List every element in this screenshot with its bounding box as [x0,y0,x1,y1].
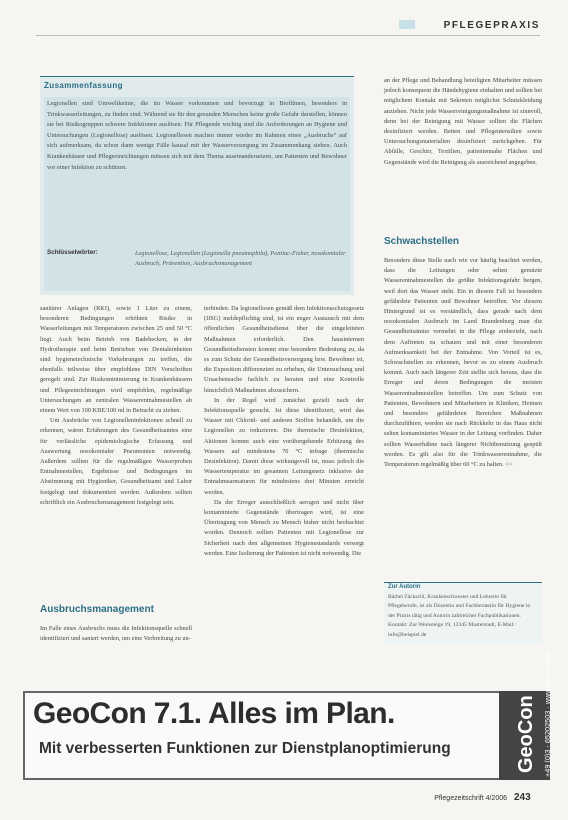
column-3-end [384,256,542,470]
col3-paragraph-1: an der Pflege und Behandlung beteiligten Mitarbeiter müssen jedoch konsequent die Händehygiene einhalten und sollten bei möglichem Kontakt mit Sekreten möglichst Schutzkleidung anziehen. Nicht jede Wasserreinigungsmaßnahme ist sinnvoll, denn bei der Reinigung mit Wasser sollten die Flächen desinfiziert werden. Betten und Pflegeutensilien sowie Untersuchungsmaterialien desinfiziert zurückgeben. Für Abfälle, Geschirr, Textilien, patientennahe Flächen und Gegenstände wird die Reinigung als ausreichend angegeben. [384,77,542,166]
col1-paragraph-2: Um Ausbrüche von Legionelleninfektionen schnell zu erkennen, wären Erfahrungen des Gesundheitsamtes eine für verlässliche epidemiologische Erfassung und Auswertung nosokomialer Pneumonien notwendig. Außerdem sollten für die regelmäßigen Wasserproben Entnahmestellen, Ergebnisse und Bedingungen im Abstimmung mit Hygieniker, Gesundheitsamt und Labor festgelegt und dokumentiert werden. Außerdem sollten schriftlich ein Ausbruchsmanagement festgelegt sein. [40,417,192,506]
column-1 [40,304,192,508]
advertisement[interactable] [23,652,552,780]
col3-paragraph-2: Besonders diese Stelle nach wie vor häufig beachtet werden, dass die Leitungen oder selten genutzte Wasserentnahmestellen die größte Infektionsgefahr bergen, weil dort das Wasser steht. Ein in diesem Fall ist besonders gefährdete Patienten und Bewohner betroffen. Vor diesem Hintergrund ist es verständlich, dass gerade nach dem nosokomialen Ausbruch im Land Brandenburg man die Gesundheitsämter vermehrt in die Pflege einbezieht, nach dem Auftreten zu schauen und mit einer besonderen Aufmerksamkeit bei der Entnahme. Von Vorteil ist es, Schwachstellen zu erkennen, bevor es zu einem Ausbruch kommt. Auch nach längerer Zeit stellte sich heraus, dass die Erreger und deren Bedingungen die meisten Wasserentnahmestellen betreffen. Um zum Schutz von Patienten, Bewohnern und Mitarbeitern in Kliniken, Heimen und besonders gefährdeten Bereichen Maßnahmen durchzuführen, werden sie nach Rückkehr in das Haus nicht selten kontaminiertes Wasser in der Leitung vorfinden. Daher sollten Wasserhähne nach längerer Nichtbenutzung gespült werden. Es gilt also für die Trinkwasserentnahme, die Temperaturen regelmäßig über 60 °C zu halten. << [384,257,542,469]
heading-ausbruchsmanagement: Ausbruchsmanagement [40,604,154,615]
col1-paragraph-1: sanitärer Anlagen (RKI), sowie 1 Liter zu einem, besonderen Bedingungen erhöhten Risiko in Wasserleitungen mit Temperaturen zwischen 25 und 50 °C liegt. Auch beim Betrieb von Badebecken, in der Hydrotherapie und beim Betrieben von Dentaleinheiten sind hygienetechnische Vorkehrungen zu treffen, die ebenfalls teilweise über empfohlene DIN Vorschriften geregelt sind. Zur Risikominimierung in Krankenhäusern und Pflegeeinrichtungen wird empfohlen, regelmäßige Untersuchungen an zentralen Wasserentnahmestellen ab einem Wert von 100 KBE/100 ml in Betracht zu ziehen. [40,305,192,415]
summary-body [44,97,350,291]
header-accent-bar [399,20,415,29]
col1-paragraph-3: Im Falle eines Ausbruchs muss die Infektionsquelle schnell identifiziert und saniert werden, um eine Verbreitung zu un- [40,625,192,643]
summary-text: Legionellen sind Umweltkeime, die im Wasser vorkommen und bevorzugt in Biofilmen, besonders in Trinkwasserleitungen, zu finden sind. Während sie für den gesunden Menschen keine große Gefahr darstellen, können sie bei Risikogruppen schwere Infektionen auslösen. Für Pflegende wichtig sind die Anforderungen an Hygiene und Untersuchungen (Legionellose) auslösen. Legionellosen machen immer wieder im Rahmen eines „Ausbruchs“ auf sich aufmerksam, da schon dann wenige Fälle kausal mit der Wasserversorgung im Zusammenhang stehen. Auch Krankenhäuser und Pflegeeinrichtungen müssen sich mit dem Thema auseinandersetzen, um Patienten und Bewohner vor einer Infektion zu schützen. [47,100,347,171]
col2-paragraph-2: In der Regel wird zunächst gezielt nach der Infektionsquelle gesucht. Ist diese identifiziert, wird das Wasser mit Chlorid- und anderen Stoffen behandelt, um die Legionellen zu reduzieren. Die thermische Desinfektion, Aktionen kommt auch eine vorübergehende Erhitzung des Wassers auf mindestens 70 °C infrage (thermische Desinfektion). Damit diese wirkungsvoll ist, muss jedoch die Wassertemperatur im gesamten Leitungsnetz inklusive der Entnahmearmaturen für mindestens drei Minuten erreicht werden. [204,396,364,496]
col2-paragraph-3: Da der Erreger ausschließlich aerogen und nicht über kontaminierte Gegenstände übertragen wird, ist eine Übertragung von Mensch zu Mensch bisher nicht beobachtet worden. Dennoch sollten Patienten mit Legionellose zur Sicherheit nach den allgemeinen Hygienestandards versorgt werden. Eine Isolierung der Patienten ist nicht notwendig. Die [204,498,364,557]
ad-contact: +49 (0)3 - 65202503 · www.geocon.de [543,652,552,777]
summary-title: Zusammenfassung [44,81,123,90]
section-header: PFLEGEPRAXIS [443,20,540,31]
keywords-text: Legionellose, Legionellen (Legionella pneumophila), Pontiac-Fieber, nosokomialer Ausbruch, Prävention, Ausbruchsmanagement [135,250,346,267]
heading-schwachstellen: Schwachstellen [384,236,460,247]
col2-paragraph-1: terbinden. Da legionellosen gemäß dem Infektionsschutzgesetz (IfSG) meldepflichtig sind, ist ein enger Austausch mit dem öffentlichen Gesundheitsdienst über die eingeleiteten Maßnahmen erforderlich. Den hausinternen Gesundheitsdiensten kommt eine besondere Bedeutung zu, da es zum Schutz der Gesundheitsversorgung bzw. Bewohner ist, die Exposition differenziert zu erheben, die Untersuchung und Ursachensuche fachlich zu beraten und eine Kontrolle hinsichtlich Maßnahmen abzusichern. [204,305,364,394]
header-rule [36,35,540,36]
keywords-label: Schlüsselwörter: [47,249,98,256]
ad-headline: GeoCon 7.1. Alles im Plan. [33,697,395,730]
author-box [384,582,542,645]
column-2 [204,304,364,559]
summary-box [40,76,354,295]
page-number: 243 [514,792,531,803]
author-box-title: Zur Autorin [388,584,421,590]
column-1-end [40,624,192,644]
author-box-text: Bärbel Zäckschl, Krankenschwester und Lehrerin für Pflegeberufe, ist als Dozentin und Fachberaterin für Hygiene in der Praxis tätig und Autorin zahlreicher Fachpublikationen. Kontakt: Zur Weinsteige 19, 12345 Musterstadt, E-Mail: info@beispiel.de [388,594,531,638]
ad-subline: Mit verbesserten Funktionen zur Dienstplanoptimierung [39,740,451,757]
geocon-logo: GeoCon [515,695,537,773]
ad-logo-panel [499,652,552,780]
journal-name: Pflegezeitschrift 4/2006 [434,795,507,802]
column-3 [384,76,542,168]
